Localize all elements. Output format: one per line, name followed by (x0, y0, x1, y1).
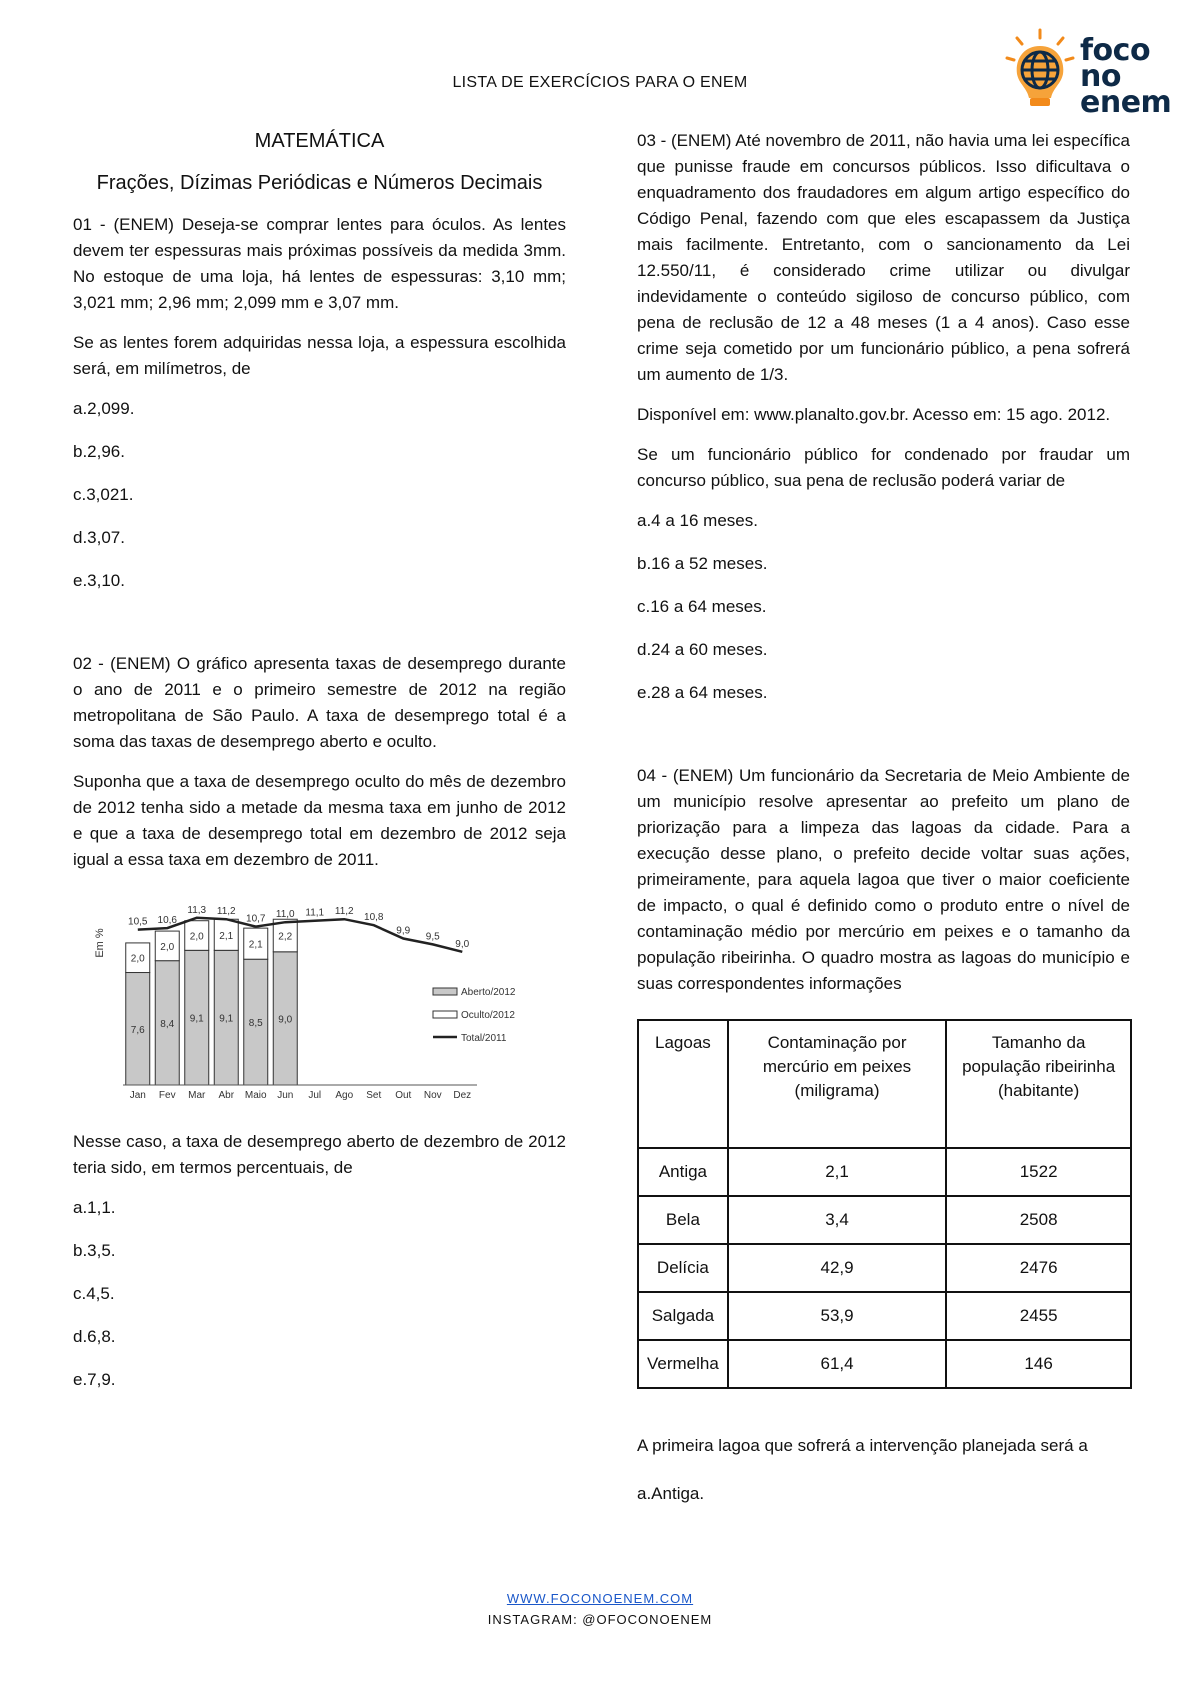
total-value-label: 11,2 (334, 906, 354, 918)
table-cell: 3,4 (728, 1196, 946, 1244)
website-link[interactable]: WWW.FOCONOENEM.COM (506, 1591, 694, 1606)
legend-swatch-oculto (433, 1011, 457, 1018)
q1-question: Se as lentes forem adquiridas nessa loja, a espessura escolhida será, em milímetros, de (73, 333, 566, 378)
logo-line-2: no enem (1080, 59, 1172, 120)
table-cell: 2476 (946, 1244, 1131, 1292)
logo-line-1: foco (1080, 33, 1151, 68)
x-tick-label: Dez (453, 1090, 472, 1101)
aberto-value-label: 9,0 (278, 1014, 293, 1026)
q4-question: A primeira lagoa que sofrerá a intervenção planejada será a (637, 1436, 1088, 1455)
table-row (638, 1292, 1131, 1340)
table-cell: 2455 (946, 1292, 1131, 1340)
q3-source: Disponível em: www.planalto.gov.br. Acesso em: 15 ago. 2012. (637, 405, 1111, 424)
q3-option-d: d.24 a 60 meses. (637, 640, 768, 659)
q2-option-e: e.7,9. (73, 1370, 116, 1389)
q1-option-b: b.2,96. (73, 442, 125, 461)
y-axis-label: Em % (94, 928, 106, 958)
footer-website[interactable] (0, 1591, 1200, 1606)
table-header-row (638, 1020, 1131, 1148)
right-column (637, 128, 1130, 1524)
x-tick-label: Abr (218, 1090, 235, 1101)
table-row (638, 1148, 1131, 1196)
table-cell: Vermelha (638, 1340, 728, 1388)
q3-question: Se um funcionário público for condenado por fraudar um concurso público, sua pena de reclusão poderá variar de (637, 445, 1130, 490)
oculto-value-label: 2,0 (160, 941, 175, 953)
unemployment-chart (93, 895, 558, 1101)
globe-lightbulb-icon (985, 26, 1085, 116)
total-value-label: 10,5 (128, 916, 148, 928)
total-value-label: 10,6 (157, 915, 177, 927)
oculto-value-label: 2,1 (219, 930, 234, 942)
total-value-label: 9,9 (396, 925, 411, 937)
q2-question: Nesse caso, a taxa de desemprego aberto de dezembro de 2012 teria sido, em termos percentuais, de (73, 1132, 566, 1177)
subject-title: MATEMÁTICA (254, 130, 385, 152)
table-cell: 53,9 (728, 1292, 946, 1340)
table-cell: 2,1 (728, 1148, 946, 1196)
q1-option-e: e.3,10. (73, 571, 125, 590)
legend-swatch-aberto (433, 988, 457, 995)
lagoas-table (637, 1019, 1132, 1389)
x-tick-label: Maio (244, 1090, 267, 1101)
unemployment-chart-svg (93, 895, 558, 1101)
table-row (638, 1244, 1131, 1292)
x-tick-label: Jul (308, 1090, 322, 1101)
x-tick-label: Ago (335, 1090, 354, 1101)
total-value-label: 11,1 (305, 907, 325, 919)
table-header-cell: Tamanho da população ribeirinha (habitante) (946, 1020, 1131, 1148)
x-tick-label: Jun (277, 1090, 294, 1101)
q2-option-b: b.3,5. (73, 1241, 116, 1260)
table-row (638, 1340, 1131, 1388)
oculto-value-label: 2,0 (130, 953, 145, 965)
legend-label-oculto: Oculto/2012 (461, 1010, 515, 1021)
total-value-label: 11,3 (187, 904, 207, 916)
x-tick-label: Out (395, 1090, 412, 1101)
aberto-value-label: 7,6 (130, 1024, 145, 1036)
table-row (638, 1196, 1131, 1244)
table-cell: 42,9 (728, 1244, 946, 1292)
logo-wordmark (1080, 33, 1200, 120)
q4-option-a: a.Antiga. (637, 1484, 705, 1503)
aberto-value-label: 8,4 (160, 1018, 175, 1030)
total-value-label: 10,8 (364, 912, 384, 924)
legend-label-aberto: Aberto/2012 (461, 987, 516, 998)
table-cell: Bela (638, 1196, 728, 1244)
q3-option-a: a.4 a 16 meses. (637, 511, 758, 530)
table-cell: 1522 (946, 1148, 1131, 1196)
total-value-label: 10,7 (246, 913, 266, 925)
table-cell: Salgada (638, 1292, 728, 1340)
oculto-value-label: 2,0 (189, 931, 204, 943)
x-tick-label: Fev (158, 1090, 176, 1101)
oculto-value-label: 2,2 (278, 931, 293, 943)
total-value-label: 9,0 (455, 938, 470, 950)
q3-option-c: c.16 a 64 meses. (637, 597, 767, 616)
x-tick-label: Nov (423, 1090, 442, 1101)
q3-option-e: e.28 a 64 meses. (637, 683, 768, 702)
q1-option-d: d.3,07. (73, 528, 125, 547)
table-cell: Delícia (638, 1244, 728, 1292)
aberto-value-label: 8,5 (248, 1018, 263, 1030)
total-value-label: 11,0 (275, 909, 295, 921)
table-header-cell: Contaminação por mercúrio em peixes (miligrama) (728, 1020, 946, 1148)
oculto-value-label: 2,1 (248, 939, 263, 951)
q3-option-b: b.16 a 52 meses. (637, 554, 768, 573)
table-header-cell: Lagoas (638, 1020, 728, 1148)
page-header-title: LISTA DE EXERCÍCIOS PARA O ENEM (452, 74, 748, 91)
table-cell: 146 (946, 1340, 1131, 1388)
aberto-value-label: 9,1 (219, 1013, 234, 1025)
q4-statement: 04 - (ENEM) Um funcionário da Secretaria de Meio Ambiente de um município resolve apresentar ao prefeito um plano de priorização para a limpeza das lagoas da cidade. Para a execução desse plano, o prefeito decide voltar suas ações, primeiramente, para aquela lagoa que tiver o maior coeficiente de impacto, o qual é definido como o produto entre o nível de contaminação médio por mercúrio em peixes e o tamanho da população ribeirinha. O quadro mostra as lagoas do município e suas correspondentes informações (637, 766, 1130, 993)
q1-option-c: c.3,021. (73, 485, 134, 504)
q2-option-c: c.4,5. (73, 1284, 115, 1303)
table-cell: 2508 (946, 1196, 1131, 1244)
aberto-value-label: 9,1 (189, 1013, 204, 1025)
q2-option-a: a.1,1. (73, 1198, 116, 1217)
table-cell: 61,4 (728, 1340, 946, 1388)
total-value-label: 9,5 (425, 931, 440, 943)
q2-option-d: d.6,8. (73, 1327, 116, 1346)
q2-supposition: Suponha que a taxa de desemprego oculto do mês de dezembro de 2012 tenha sido a metade da mesma taxa em junho de 2012 e que a taxa de desemprego total em dezembro de 2012 seja igual a essa taxa em dezembro de 2011. (73, 772, 566, 869)
legend-label-total: Total/2011 (461, 1033, 507, 1044)
q2-statement: 02 - (ENEM) O gráfico apresenta taxas de desemprego durante o ano de 2011 e o primeiro semestre de 2012 na região metropolitana de São Paulo. A taxa de desemprego total é a soma das taxas de desemprego aberto e oculto. (73, 654, 566, 751)
q3-statement: 03 - (ENEM) Até novembro de 2011, não havia uma lei específica que punisse fraude em concursos públicos. Isso dificultava o enquadramento dos fraudadores em algum artigo específico do Código Penal, fazendo com que eles escapassem da Justiça mais facilmente. Entretanto, com o sancionamento da Lei 12.550/11, é considerado crime utilizar ou divulgar indevidamente o conteúdo sigiloso de concurso público, com pena de reclusão de 12 a 48 meses (1 a 4 anos). Caso esse crime seja cometido por um funcionário público, a pena sofrerá um aumento de 1/3. (637, 131, 1130, 384)
total-value-label: 11,2 (216, 906, 236, 918)
left-column (73, 128, 566, 1410)
x-tick-label: Set (366, 1090, 382, 1101)
q1-option-a: a.2,099. (73, 399, 135, 418)
topic-title: Frações, Dízimas Periódicas e Números Decimais (96, 172, 543, 194)
footer-instagram: INSTAGRAM: @OFOCONOENEM (487, 1612, 713, 1627)
table-cell: Antiga (638, 1148, 728, 1196)
x-tick-label: Jan (129, 1090, 146, 1101)
q1-statement: 01 - (ENEM) Deseja-se comprar lentes para óculos. As lentes devem ter espessuras mais próximas possíveis da medida 3mm. No estoque de uma loja, há lentes de espessuras: 3,10 mm; 3,021 mm; 2,96 mm; 2,099 mm e 3,07 mm. (73, 215, 566, 312)
x-tick-label: Mar (188, 1090, 206, 1101)
